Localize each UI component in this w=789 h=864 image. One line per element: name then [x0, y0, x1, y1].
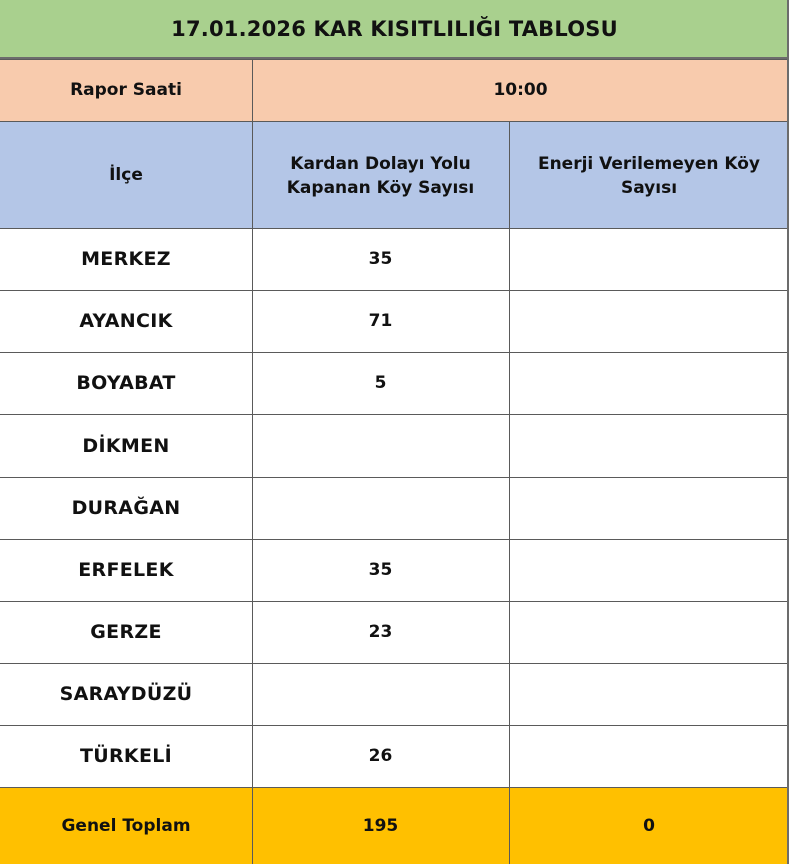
grid-line — [509, 121, 510, 864]
header-no-power: Enerji Verilemeyen Köy Sayısı — [509, 121, 789, 228]
closed-roads-value — [252, 414, 509, 477]
report-time-value: 10:00 — [252, 59, 789, 121]
grid-line — [0, 477, 789, 478]
closed-roads-value — [252, 477, 509, 539]
district-name: AYANCIK — [79, 310, 173, 332]
district-name: MERKEZ — [81, 248, 171, 270]
no-power-value — [509, 539, 789, 601]
table-title: 17.01.2026 KAR KISITLILIĞI TABLOSU — [0, 0, 789, 59]
no-power-value — [509, 228, 789, 290]
grid-line — [252, 59, 253, 864]
grid-line — [0, 539, 789, 540]
grid-line — [0, 725, 789, 726]
closed-roads-value: 26 — [368, 746, 393, 766]
no-power-value — [509, 290, 789, 352]
district-name: TÜRKELİ — [80, 745, 172, 767]
closed-roads-value: 5 — [374, 373, 387, 393]
closed-roads-value — [252, 663, 509, 725]
total-no-power: 0 — [509, 787, 789, 864]
district-name: DİKMEN — [82, 434, 170, 457]
no-power-value — [509, 414, 789, 477]
grid-line — [0, 414, 789, 415]
grid-line — [0, 290, 789, 291]
closed-roads-value: 23 — [368, 622, 393, 642]
district-name: DURAĞAN — [71, 497, 181, 519]
no-power-value — [509, 601, 789, 663]
no-power-value — [509, 663, 789, 725]
closed-roads-value: 35 — [368, 560, 393, 580]
district-name: SARAYDÜZÜ — [59, 683, 193, 705]
closed-roads-value: 35 — [368, 249, 393, 269]
total-closed-roads: 195 — [252, 787, 509, 864]
grid-line — [0, 601, 789, 602]
no-power-value — [509, 477, 789, 539]
grid-line — [0, 787, 789, 788]
no-power-value — [509, 352, 789, 414]
district-name: GERZE — [90, 621, 162, 643]
grid-line — [0, 121, 789, 122]
closed-roads-value: 71 — [368, 311, 393, 331]
grid-line — [0, 59, 789, 60]
grid-line — [0, 228, 789, 229]
district-name: ERFELEK — [78, 559, 174, 581]
header-district: İlçe — [0, 121, 252, 228]
district-name: BOYABAT — [76, 372, 176, 394]
grid-line — [0, 352, 789, 353]
report-time-label: Rapor Saati — [0, 59, 252, 121]
total-label: Genel Toplam — [0, 787, 252, 864]
header-closed-roads: Kardan Dolayı Yolu Kapanan Köy Sayısı — [252, 121, 509, 228]
grid-line — [0, 663, 789, 664]
no-power-value — [509, 725, 789, 787]
